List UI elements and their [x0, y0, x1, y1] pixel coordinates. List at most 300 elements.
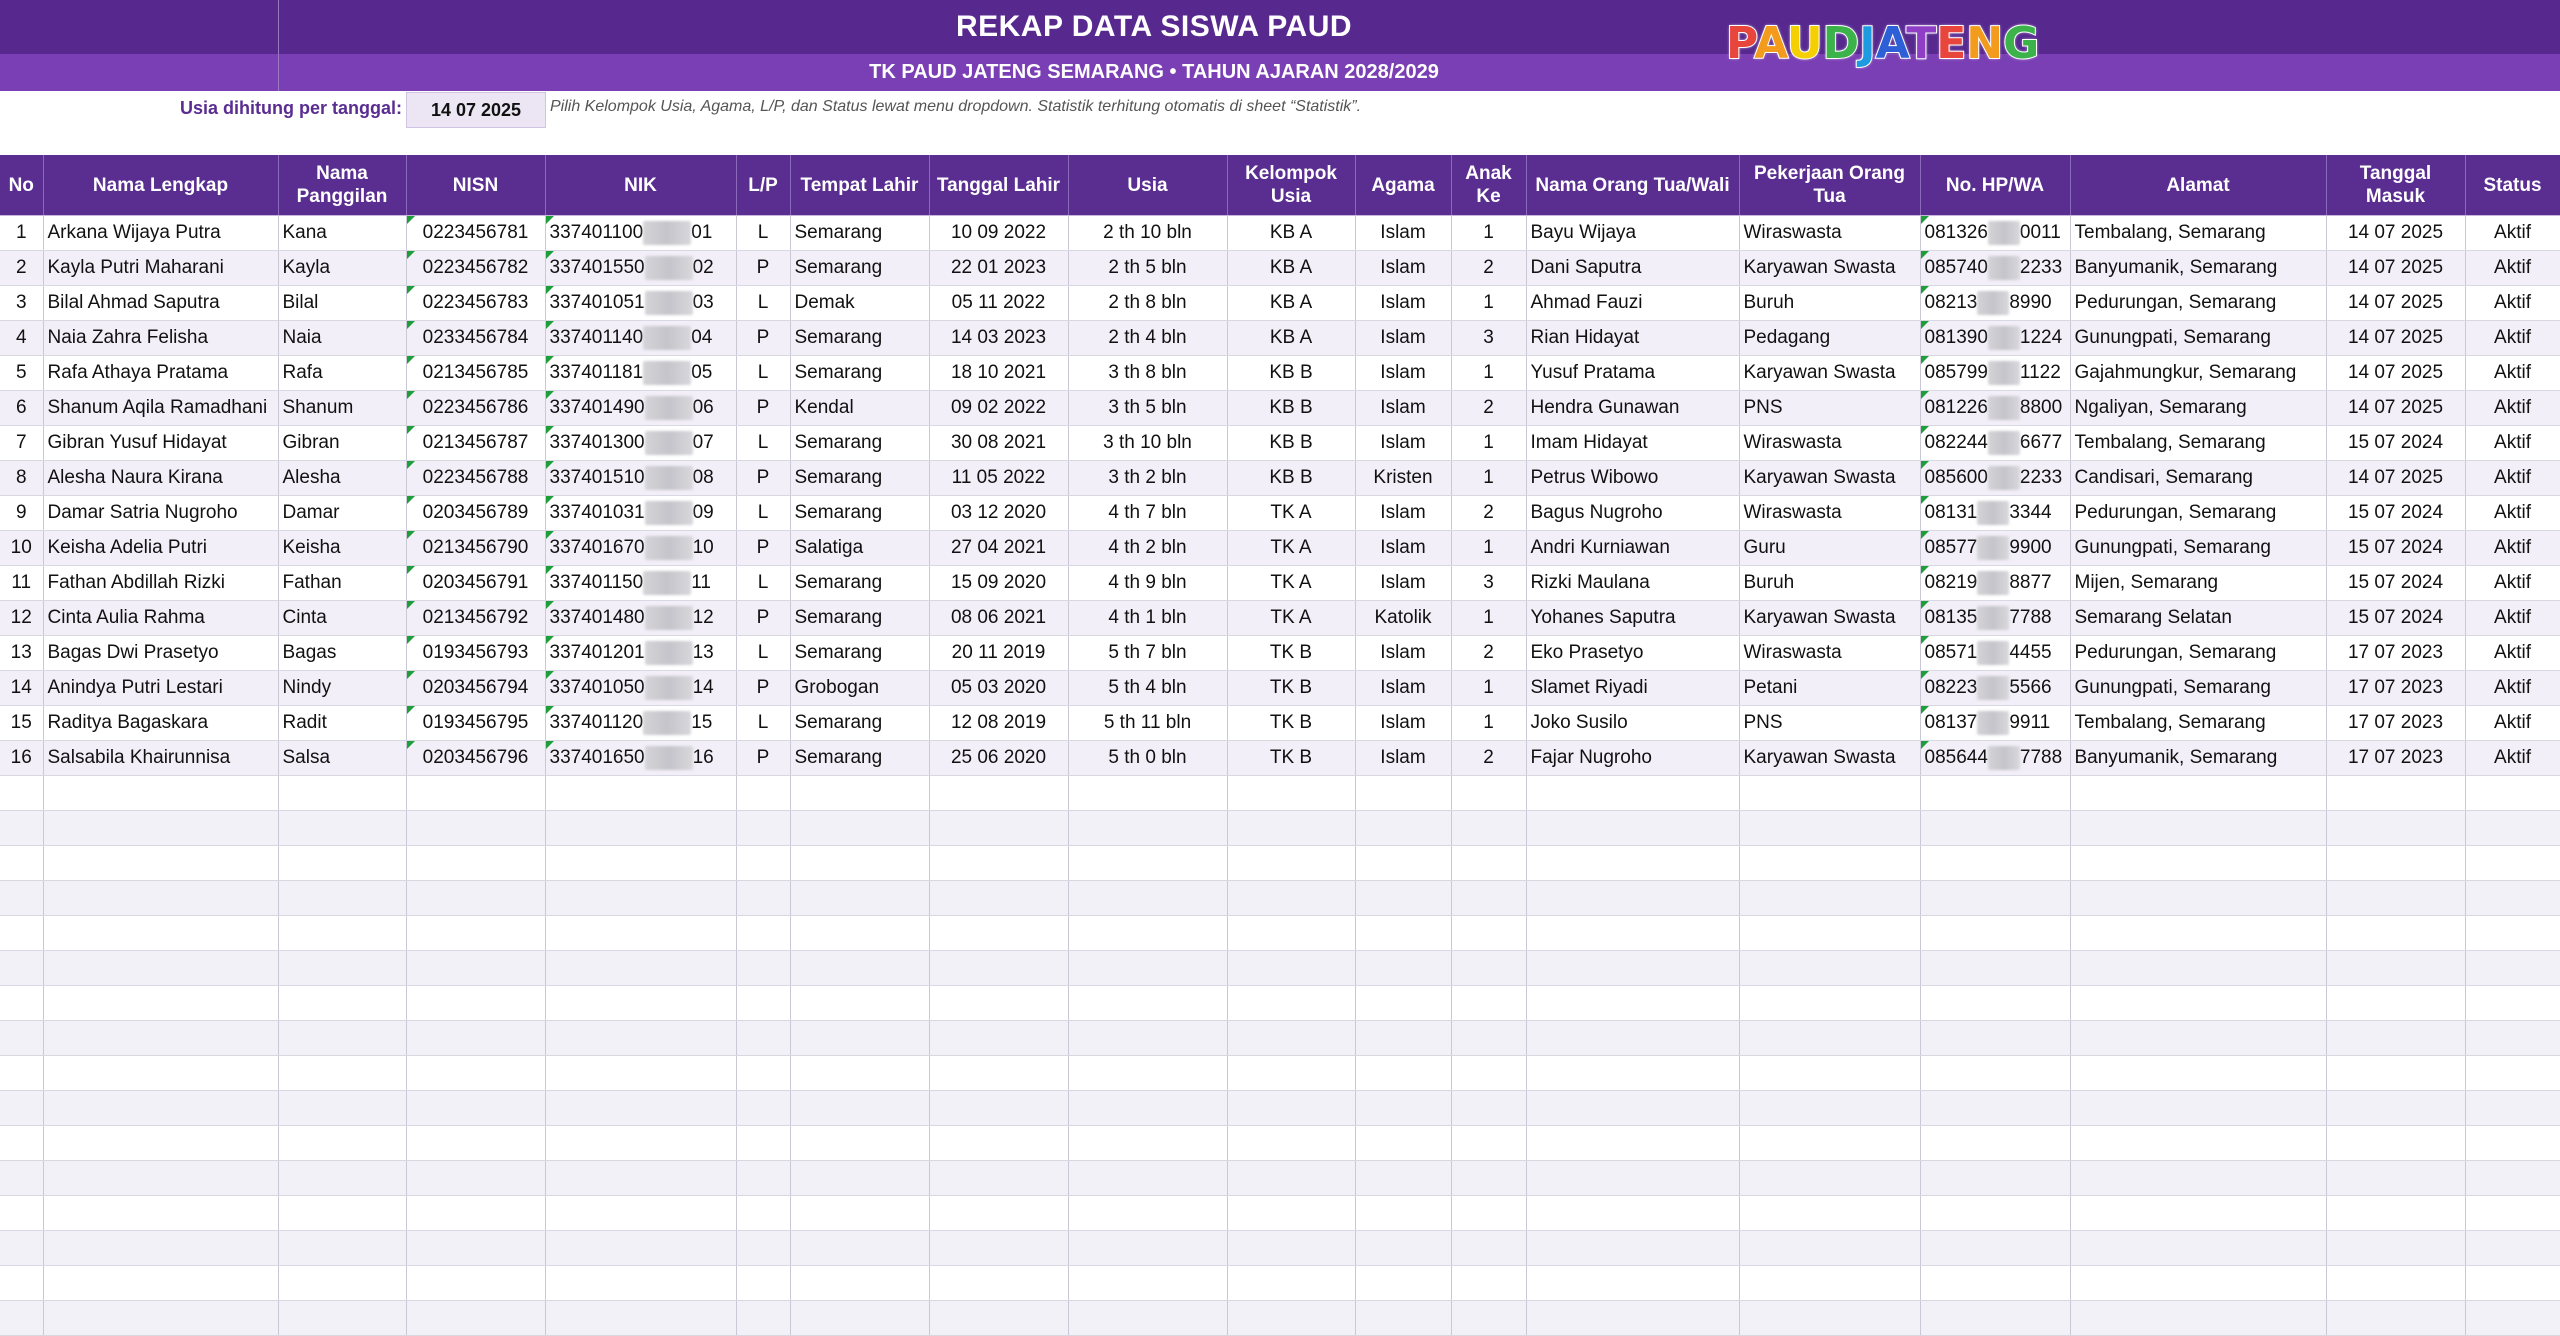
cell-alamat[interactable]: Gajahmungkur, Semarang — [2070, 356, 2326, 391]
cell-tanggal-masuk[interactable]: 14 07 2025 — [2326, 251, 2465, 286]
cell-tanggal-lahir[interactable]: 03 12 2020 — [929, 496, 1068, 531]
empty-cell[interactable] — [0, 916, 43, 951]
table-row[interactable] — [0, 286, 2560, 321]
empty-cell[interactable] — [929, 1091, 1068, 1126]
empty-cell[interactable] — [1355, 1056, 1451, 1091]
cell-kelompok-usia[interactable]: TK B — [1227, 706, 1355, 741]
cell-nik[interactable] — [545, 601, 736, 636]
empty-cell[interactable] — [1451, 1091, 1526, 1126]
empty-cell[interactable] — [1739, 881, 1920, 916]
empty-cell[interactable] — [929, 1126, 1068, 1161]
cell-nama-orang-tua[interactable]: Hendra Gunawan — [1526, 391, 1739, 426]
cell-nama-panggilan[interactable]: Damar — [278, 496, 406, 531]
cell-nama-lengkap[interactable]: Bilal Ahmad Saputra — [43, 286, 278, 321]
column-header-no-hp[interactable]: No. HP/WA — [1920, 155, 2070, 216]
empty-cell[interactable] — [43, 986, 278, 1021]
cell-kelompok-usia[interactable]: TK B — [1227, 741, 1355, 776]
empty-row[interactable] — [0, 811, 2560, 846]
empty-cell[interactable] — [0, 1056, 43, 1091]
column-header-alamat[interactable]: Alamat — [2070, 155, 2326, 216]
cell-nisn[interactable]: 0223456782 — [406, 251, 545, 286]
empty-cell[interactable] — [736, 951, 790, 986]
empty-cell[interactable] — [2326, 1196, 2465, 1231]
table-row[interactable] — [0, 216, 2560, 251]
empty-cell[interactable] — [1739, 1161, 1920, 1196]
empty-cell[interactable] — [0, 986, 43, 1021]
cell-tanggal-lahir[interactable]: 20 11 2019 — [929, 636, 1068, 671]
cell-tempat-lahir[interactable]: Semarang — [790, 426, 929, 461]
cell-tempat-lahir[interactable]: Grobogan — [790, 671, 929, 706]
table-row[interactable] — [0, 671, 2560, 706]
cell-tanggal-lahir[interactable]: 15 09 2020 — [929, 566, 1068, 601]
cell-tanggal-masuk[interactable]: 14 07 2025 — [2326, 391, 2465, 426]
empty-cell[interactable] — [1920, 811, 2070, 846]
empty-cell[interactable] — [278, 951, 406, 986]
cell-agama[interactable]: Islam — [1355, 286, 1451, 321]
empty-cell[interactable] — [406, 1231, 545, 1266]
cell-agama[interactable]: Islam — [1355, 531, 1451, 566]
cell-pekerjaan[interactable]: Petani — [1739, 671, 1920, 706]
empty-cell[interactable] — [2070, 1091, 2326, 1126]
empty-cell[interactable] — [278, 1091, 406, 1126]
cell-nama-lengkap[interactable]: Anindya Putri Lestari — [43, 671, 278, 706]
empty-cell[interactable] — [1451, 986, 1526, 1021]
cell-nama-lengkap[interactable]: Gibran Yusuf Hidayat — [43, 426, 278, 461]
empty-cell[interactable] — [0, 1021, 43, 1056]
empty-cell[interactable] — [43, 846, 278, 881]
cell-nama-lengkap[interactable]: Fathan Abdillah Rizki — [43, 566, 278, 601]
empty-row[interactable] — [0, 881, 2560, 916]
cell-tanggal-masuk[interactable]: 17 07 2023 — [2326, 636, 2465, 671]
cell-no-hp[interactable] — [1920, 356, 2070, 391]
cell-no[interactable]: 13 — [0, 636, 43, 671]
cell-pekerjaan[interactable]: PNS — [1739, 391, 1920, 426]
cell-tanggal-masuk[interactable]: 14 07 2025 — [2326, 321, 2465, 356]
empty-cell[interactable] — [1451, 1126, 1526, 1161]
empty-cell[interactable] — [790, 846, 929, 881]
cell-tanggal-masuk[interactable]: 14 07 2025 — [2326, 286, 2465, 321]
cell-agama[interactable]: Islam — [1355, 496, 1451, 531]
empty-cell[interactable] — [1526, 1196, 1739, 1231]
empty-cell[interactable] — [1526, 1056, 1739, 1091]
empty-cell[interactable] — [2326, 1266, 2465, 1301]
empty-cell[interactable] — [1920, 881, 2070, 916]
cell-nama-lengkap[interactable]: Cinta Aulia Rahma — [43, 601, 278, 636]
cell-nik[interactable] — [545, 706, 736, 741]
empty-cell[interactable] — [1920, 951, 2070, 986]
cell-nisn[interactable]: 0203456796 — [406, 741, 545, 776]
cell-pekerjaan[interactable]: Buruh — [1739, 286, 1920, 321]
cell-status[interactable]: Aktif — [2465, 426, 2560, 461]
cell-agama[interactable]: Islam — [1355, 706, 1451, 741]
empty-cell[interactable] — [2070, 1161, 2326, 1196]
cell-alamat[interactable]: Banyumanik, Semarang — [2070, 741, 2326, 776]
empty-cell[interactable] — [1920, 1126, 2070, 1161]
table-row[interactable] — [0, 251, 2560, 286]
empty-cell[interactable] — [2465, 916, 2560, 951]
cell-anak-ke[interactable]: 1 — [1451, 426, 1526, 461]
empty-cell[interactable] — [1227, 1126, 1355, 1161]
cell-anak-ke[interactable]: 1 — [1451, 286, 1526, 321]
cell-nama-panggilan[interactable]: Rafa — [278, 356, 406, 391]
cell-kelompok-usia[interactable]: TK B — [1227, 671, 1355, 706]
cell-usia[interactable]: 2 th 4 bln — [1068, 321, 1227, 356]
empty-cell[interactable] — [790, 776, 929, 811]
empty-cell[interactable] — [1451, 881, 1526, 916]
empty-cell[interactable] — [43, 916, 278, 951]
cell-pekerjaan[interactable]: PNS — [1739, 706, 1920, 741]
cell-tanggal-masuk[interactable]: 15 07 2024 — [2326, 531, 2465, 566]
cell-no[interactable]: 12 — [0, 601, 43, 636]
cell-nisn[interactable]: 0223456786 — [406, 391, 545, 426]
cell-tanggal-masuk[interactable]: 15 07 2024 — [2326, 601, 2465, 636]
cell-lp[interactable]: P — [736, 531, 790, 566]
empty-cell[interactable] — [2326, 916, 2465, 951]
empty-row[interactable] — [0, 1056, 2560, 1091]
column-header-nama-orang-tua[interactable]: Nama Orang Tua/Wali — [1526, 155, 1739, 216]
empty-cell[interactable] — [736, 846, 790, 881]
cell-status[interactable]: Aktif — [2465, 461, 2560, 496]
empty-cell[interactable] — [545, 811, 736, 846]
empty-cell[interactable] — [1739, 1056, 1920, 1091]
cell-usia[interactable]: 4 th 9 bln — [1068, 566, 1227, 601]
cell-nik[interactable] — [545, 321, 736, 356]
cell-tempat-lahir[interactable]: Semarang — [790, 566, 929, 601]
empty-row[interactable] — [0, 1021, 2560, 1056]
empty-cell[interactable] — [1739, 1021, 1920, 1056]
cell-nisn[interactable]: 0213456790 — [406, 531, 545, 566]
empty-cell[interactable] — [1920, 916, 2070, 951]
empty-cell[interactable] — [2465, 881, 2560, 916]
empty-cell[interactable] — [1739, 1126, 1920, 1161]
empty-cell[interactable] — [278, 1301, 406, 1336]
empty-cell[interactable] — [278, 1266, 406, 1301]
cell-status[interactable]: Aktif — [2465, 531, 2560, 566]
cell-tanggal-lahir[interactable]: 18 10 2021 — [929, 356, 1068, 391]
cell-tempat-lahir[interactable]: Salatiga — [790, 531, 929, 566]
empty-cell[interactable] — [790, 1161, 929, 1196]
cell-nama-lengkap[interactable]: Salsabila Khairunnisa — [43, 741, 278, 776]
empty-cell[interactable] — [1526, 1231, 1739, 1266]
cell-nama-panggilan[interactable]: Cinta — [278, 601, 406, 636]
empty-cell[interactable] — [790, 1126, 929, 1161]
empty-cell[interactable] — [1451, 1301, 1526, 1336]
cell-kelompok-usia[interactable]: KB A — [1227, 216, 1355, 251]
cell-anak-ke[interactable]: 1 — [1451, 601, 1526, 636]
empty-cell[interactable] — [790, 1266, 929, 1301]
cell-kelompok-usia[interactable]: TK A — [1227, 531, 1355, 566]
empty-cell[interactable] — [43, 881, 278, 916]
cell-nisn[interactable]: 0203456791 — [406, 566, 545, 601]
empty-cell[interactable] — [1355, 1231, 1451, 1266]
cell-alamat[interactable]: Tembalang, Semarang — [2070, 216, 2326, 251]
empty-cell[interactable] — [1355, 1091, 1451, 1126]
table-row[interactable] — [0, 636, 2560, 671]
empty-cell[interactable] — [1068, 1301, 1227, 1336]
column-header-nisn[interactable]: NISN — [406, 155, 545, 216]
empty-cell[interactable] — [790, 1056, 929, 1091]
empty-cell[interactable] — [790, 986, 929, 1021]
empty-cell[interactable] — [2326, 881, 2465, 916]
empty-cell[interactable] — [1526, 916, 1739, 951]
empty-cell[interactable] — [736, 1056, 790, 1091]
cell-no-hp[interactable] — [1920, 566, 2070, 601]
empty-cell[interactable] — [1451, 1196, 1526, 1231]
cell-status[interactable]: Aktif — [2465, 321, 2560, 356]
cell-nik[interactable] — [545, 496, 736, 531]
cell-kelompok-usia[interactable]: KB B — [1227, 426, 1355, 461]
empty-cell[interactable] — [43, 1231, 278, 1266]
empty-cell[interactable] — [545, 846, 736, 881]
empty-cell[interactable] — [1227, 846, 1355, 881]
empty-cell[interactable] — [2465, 1126, 2560, 1161]
column-header-lp[interactable]: L/P — [736, 155, 790, 216]
empty-cell[interactable] — [1355, 1161, 1451, 1196]
cell-no[interactable]: 5 — [0, 356, 43, 391]
cell-no-hp[interactable] — [1920, 636, 2070, 671]
empty-cell[interactable] — [929, 776, 1068, 811]
empty-cell[interactable] — [0, 881, 43, 916]
cell-nama-panggilan[interactable]: Keisha — [278, 531, 406, 566]
cell-nama-orang-tua[interactable]: Dani Saputra — [1526, 251, 1739, 286]
cell-status[interactable]: Aktif — [2465, 636, 2560, 671]
cell-pekerjaan[interactable]: Wiraswasta — [1739, 636, 1920, 671]
cell-usia[interactable]: 2 th 5 bln — [1068, 251, 1227, 286]
empty-cell[interactable] — [2465, 811, 2560, 846]
cell-anak-ke[interactable]: 2 — [1451, 391, 1526, 426]
empty-cell[interactable] — [2465, 1091, 2560, 1126]
empty-cell[interactable] — [790, 811, 929, 846]
empty-cell[interactable] — [929, 951, 1068, 986]
empty-cell[interactable] — [2326, 1126, 2465, 1161]
empty-cell[interactable] — [1739, 1301, 1920, 1336]
cell-kelompok-usia[interactable]: TK A — [1227, 496, 1355, 531]
empty-cell[interactable] — [1355, 986, 1451, 1021]
cell-nama-orang-tua[interactable]: Rizki Maulana — [1526, 566, 1739, 601]
empty-cell[interactable] — [1068, 776, 1227, 811]
cell-anak-ke[interactable]: 2 — [1451, 636, 1526, 671]
empty-cell[interactable] — [736, 1126, 790, 1161]
cell-alamat[interactable]: Gunungpati, Semarang — [2070, 671, 2326, 706]
empty-cell[interactable] — [2465, 1021, 2560, 1056]
cell-pekerjaan[interactable]: Karyawan Swasta — [1739, 251, 1920, 286]
empty-cell[interactable] — [1526, 1161, 1739, 1196]
empty-cell[interactable] — [1355, 1266, 1451, 1301]
cell-tanggal-masuk[interactable]: 14 07 2025 — [2326, 356, 2465, 391]
empty-cell[interactable] — [736, 776, 790, 811]
empty-cell[interactable] — [2070, 986, 2326, 1021]
empty-cell[interactable] — [0, 846, 43, 881]
cell-agama[interactable]: Islam — [1355, 671, 1451, 706]
column-header-tanggal-masuk[interactable]: Tanggal Masuk — [2326, 155, 2465, 216]
cell-pekerjaan[interactable]: Buruh — [1739, 566, 1920, 601]
empty-cell[interactable] — [1920, 846, 2070, 881]
cell-tanggal-lahir[interactable]: 05 03 2020 — [929, 671, 1068, 706]
cell-tanggal-masuk[interactable]: 17 07 2023 — [2326, 671, 2465, 706]
cell-tanggal-lahir[interactable]: 27 04 2021 — [929, 531, 1068, 566]
empty-cell[interactable] — [1068, 1196, 1227, 1231]
empty-cell[interactable] — [2465, 1266, 2560, 1301]
empty-cell[interactable] — [278, 1126, 406, 1161]
empty-cell[interactable] — [406, 986, 545, 1021]
cell-tanggal-masuk[interactable]: 14 07 2025 — [2326, 216, 2465, 251]
empty-cell[interactable] — [1068, 811, 1227, 846]
cell-no[interactable]: 3 — [0, 286, 43, 321]
empty-cell[interactable] — [545, 1056, 736, 1091]
empty-cell[interactable] — [2326, 811, 2465, 846]
empty-cell[interactable] — [1739, 986, 1920, 1021]
empty-cell[interactable] — [790, 1301, 929, 1336]
cell-nik[interactable] — [545, 391, 736, 426]
empty-cell[interactable] — [1526, 776, 1739, 811]
empty-cell[interactable] — [278, 1196, 406, 1231]
empty-cell[interactable] — [1355, 846, 1451, 881]
empty-cell[interactable] — [929, 1266, 1068, 1301]
empty-cell[interactable] — [1526, 881, 1739, 916]
empty-cell[interactable] — [1068, 1161, 1227, 1196]
empty-cell[interactable] — [545, 1196, 736, 1231]
empty-cell[interactable] — [406, 1091, 545, 1126]
cell-no[interactable]: 6 — [0, 391, 43, 426]
cell-tanggal-lahir[interactable]: 12 08 2019 — [929, 706, 1068, 741]
empty-cell[interactable] — [2070, 776, 2326, 811]
empty-cell[interactable] — [929, 1196, 1068, 1231]
empty-cell[interactable] — [736, 916, 790, 951]
empty-cell[interactable] — [2326, 951, 2465, 986]
empty-cell[interactable] — [1920, 1266, 2070, 1301]
cell-nama-panggilan[interactable]: Bilal — [278, 286, 406, 321]
cell-status[interactable]: Aktif — [2465, 741, 2560, 776]
column-header-pekerjaan-orang-tua[interactable]: Pekerjaan Orang Tua — [1739, 155, 1920, 216]
empty-cell[interactable] — [1920, 1091, 2070, 1126]
empty-cell[interactable] — [43, 951, 278, 986]
empty-cell[interactable] — [1526, 1266, 1739, 1301]
cell-lp[interactable]: L — [736, 216, 790, 251]
cell-anak-ke[interactable]: 3 — [1451, 566, 1526, 601]
cell-lp[interactable]: P — [736, 391, 790, 426]
cell-status[interactable]: Aktif — [2465, 286, 2560, 321]
empty-cell[interactable] — [736, 1021, 790, 1056]
cell-tempat-lahir[interactable]: Kendal — [790, 391, 929, 426]
cell-tempat-lahir[interactable]: Semarang — [790, 356, 929, 391]
cell-lp[interactable]: L — [736, 706, 790, 741]
cell-no[interactable]: 8 — [0, 461, 43, 496]
empty-cell[interactable] — [1227, 1231, 1355, 1266]
cell-usia[interactable]: 3 th 2 bln — [1068, 461, 1227, 496]
empty-cell[interactable] — [406, 811, 545, 846]
cell-tempat-lahir[interactable]: Semarang — [790, 251, 929, 286]
empty-cell[interactable] — [545, 1091, 736, 1126]
empty-row[interactable] — [0, 846, 2560, 881]
empty-cell[interactable] — [1526, 986, 1739, 1021]
empty-cell[interactable] — [406, 916, 545, 951]
cell-nama-panggilan[interactable]: Naia — [278, 321, 406, 356]
cell-lp[interactable]: L — [736, 636, 790, 671]
empty-cell[interactable] — [406, 1126, 545, 1161]
cell-tanggal-lahir[interactable]: 22 01 2023 — [929, 251, 1068, 286]
table-row[interactable] — [0, 601, 2560, 636]
cell-lp[interactable]: P — [736, 741, 790, 776]
cell-alamat[interactable]: Tembalang, Semarang — [2070, 706, 2326, 741]
cell-no-hp[interactable] — [1920, 601, 2070, 636]
column-header-nama-panggilan[interactable]: Nama Panggilan — [278, 155, 406, 216]
empty-cell[interactable] — [406, 1266, 545, 1301]
empty-cell[interactable] — [736, 1196, 790, 1231]
column-header-usia[interactable]: Usia — [1068, 155, 1227, 216]
cell-no-hp[interactable] — [1920, 251, 2070, 286]
empty-cell[interactable] — [0, 1231, 43, 1266]
empty-cell[interactable] — [1068, 1056, 1227, 1091]
cell-nama-panggilan[interactable]: Radit — [278, 706, 406, 741]
cell-status[interactable]: Aktif — [2465, 391, 2560, 426]
table-row[interactable] — [0, 461, 2560, 496]
cell-anak-ke[interactable]: 1 — [1451, 356, 1526, 391]
cell-usia[interactable]: 5 th 7 bln — [1068, 636, 1227, 671]
empty-cell[interactable] — [545, 916, 736, 951]
cell-nama-orang-tua[interactable]: Bagus Nugroho — [1526, 496, 1739, 531]
cell-no[interactable]: 7 — [0, 426, 43, 461]
empty-cell[interactable] — [2465, 1196, 2560, 1231]
empty-cell[interactable] — [43, 1301, 278, 1336]
empty-cell[interactable] — [2326, 1161, 2465, 1196]
empty-cell[interactable] — [545, 1266, 736, 1301]
empty-cell[interactable] — [929, 811, 1068, 846]
cell-status[interactable]: Aktif — [2465, 216, 2560, 251]
empty-cell[interactable] — [43, 1091, 278, 1126]
empty-cell[interactable] — [406, 1021, 545, 1056]
cell-alamat[interactable]: Gunungpati, Semarang — [2070, 321, 2326, 356]
empty-cell[interactable] — [1227, 1301, 1355, 1336]
empty-cell[interactable] — [1920, 1161, 2070, 1196]
empty-cell[interactable] — [1451, 776, 1526, 811]
cell-kelompok-usia[interactable]: KB B — [1227, 356, 1355, 391]
empty-cell[interactable] — [790, 916, 929, 951]
cell-tanggal-lahir[interactable]: 11 05 2022 — [929, 461, 1068, 496]
cell-kelompok-usia[interactable]: TK A — [1227, 601, 1355, 636]
cell-nama-panggilan[interactable]: Kana — [278, 216, 406, 251]
cell-nama-orang-tua[interactable]: Fajar Nugroho — [1526, 741, 1739, 776]
empty-cell[interactable] — [0, 1126, 43, 1161]
empty-cell[interactable] — [1920, 776, 2070, 811]
empty-cell[interactable] — [1526, 1021, 1739, 1056]
empty-cell[interactable] — [1227, 776, 1355, 811]
cell-usia[interactable]: 3 th 5 bln — [1068, 391, 1227, 426]
cell-tanggal-masuk[interactable]: 15 07 2024 — [2326, 426, 2465, 461]
cell-usia[interactable]: 3 th 8 bln — [1068, 356, 1227, 391]
cell-status[interactable]: Aktif — [2465, 496, 2560, 531]
empty-cell[interactable] — [545, 1021, 736, 1056]
empty-cell[interactable] — [736, 1231, 790, 1266]
age-date-input[interactable]: 14 07 2025 — [406, 92, 546, 128]
empty-cell[interactable] — [1355, 951, 1451, 986]
cell-nama-lengkap[interactable]: Kayla Putri Maharani — [43, 251, 278, 286]
table-row[interactable] — [0, 531, 2560, 566]
cell-no[interactable]: 11 — [0, 566, 43, 601]
empty-cell[interactable] — [1739, 951, 1920, 986]
empty-cell[interactable] — [790, 881, 929, 916]
empty-cell[interactable] — [2070, 1021, 2326, 1056]
cell-nik[interactable] — [545, 251, 736, 286]
cell-nama-lengkap[interactable]: Arkana Wijaya Putra — [43, 216, 278, 251]
cell-agama[interactable]: Islam — [1355, 216, 1451, 251]
empty-cell[interactable] — [545, 1301, 736, 1336]
cell-pekerjaan[interactable]: Karyawan Swasta — [1739, 601, 1920, 636]
empty-cell[interactable] — [545, 986, 736, 1021]
cell-no[interactable]: 14 — [0, 671, 43, 706]
empty-cell[interactable] — [790, 1196, 929, 1231]
cell-no-hp[interactable] — [1920, 461, 2070, 496]
cell-pekerjaan[interactable]: Guru — [1739, 531, 1920, 566]
